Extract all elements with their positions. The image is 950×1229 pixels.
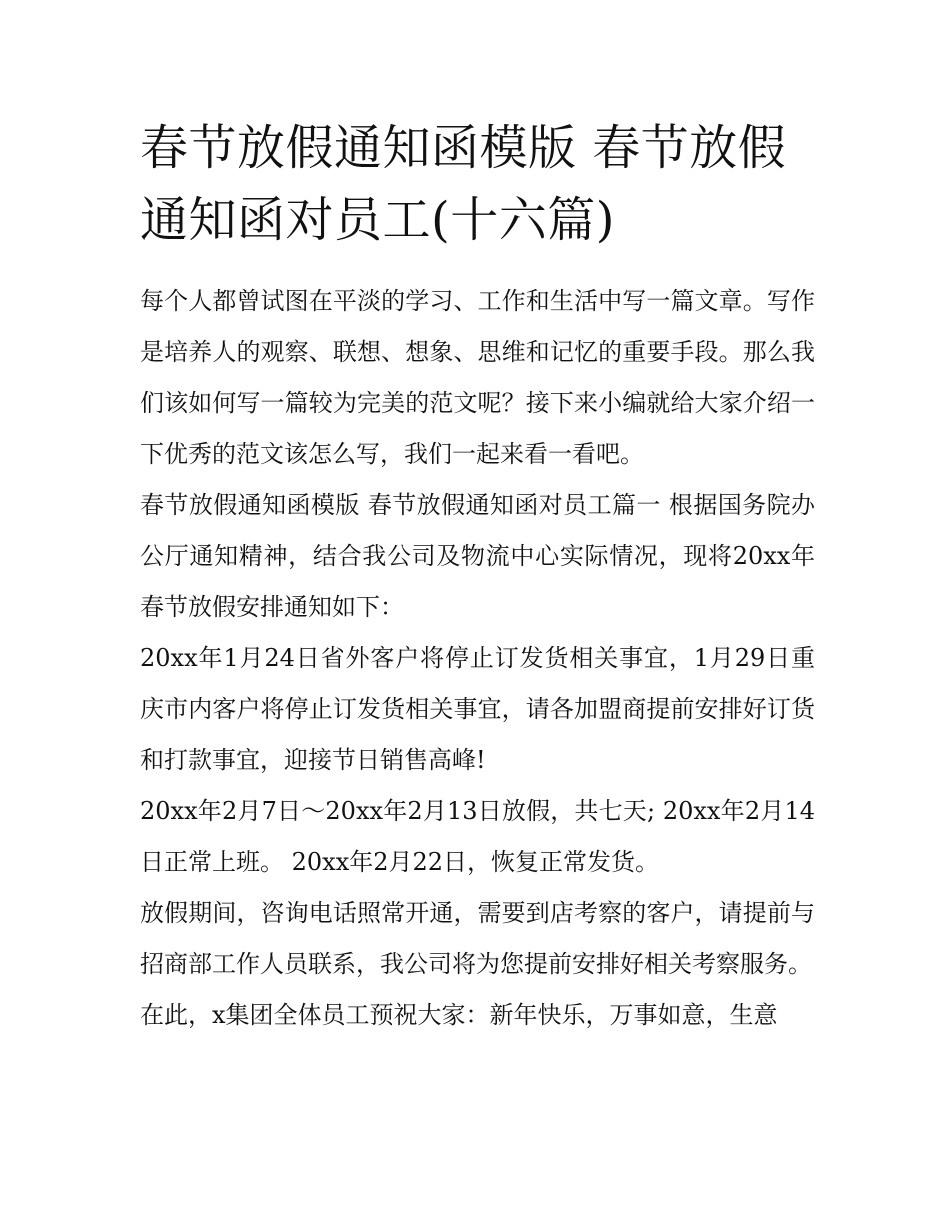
paragraph-holiday-contact: 放假期间，咨询电话照常开通，需要到店考察的客户，请提前与招商部工作人员联系，我公司将为您提前安排好相关考察服务。	[140, 899, 815, 978]
document-title: 春节放假通知函模版 春节放假通知函对员工(十六篇)	[140, 120, 787, 248]
document-body	[140, 112, 815, 1041]
paragraph-notice-opening: 春节放假通知函模版 春节放假通知函对员工篇一 根据国务院办公厅通知精神，结合我公司及物流中心实际情况，现将20xx年春节放假安排通知如下：	[140, 491, 815, 621]
paragraph-intro: 每个人都曾试图在平淡的学习、工作和生活中写一篇文章。写作是培养人的观察、联想、想象、思维和记忆的重要手段。那么我们该如何写一篇较为完美的范文呢？接下来小编就给大家介绍一下优秀的范文该怎么写，我们一起来看一看吧。	[140, 287, 815, 468]
paragraph-greeting: 在此，x集团全体员工预祝大家：新年快乐，万事如意，生意	[140, 1001, 778, 1029]
paragraph-holiday-dates: 20xx年2月7日～20xx年2月13日放假，共七天; 20xx年2月14日正常上班。 20xx年2月22日，恢复正常发货。	[140, 797, 815, 876]
paragraph-order-deadline: 20xx年1月24日省外客户将停止订发货相关事宜，1月29日重庆市内客户将停止订发货相关事宜，请各加盟商提前安排好订货和打款事宜，迎接节日销售高峰!	[140, 644, 815, 774]
